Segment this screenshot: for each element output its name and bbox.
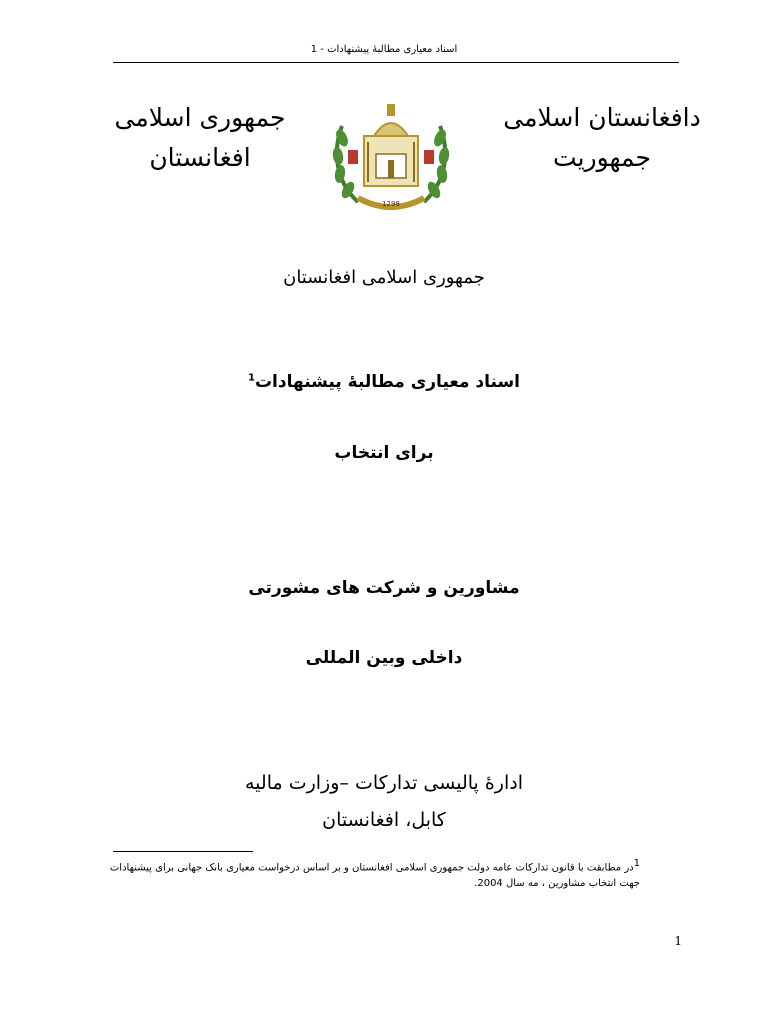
country-name-dari-line2: افغانستان [149, 143, 251, 172]
country-name-pashto-line1: دافغانستان اسلامی [503, 103, 701, 132]
footnote-line1-text: در مطابقت با قانون تدارکات عامه دولت جمهوری اسلامی افغانستان و بر اساس درخواست معیاری بانک جهانی برای پیشنهادات [109, 862, 634, 874]
ministry-name: ادارۀ پالیسی تدارکات –وزارت مالیه [245, 772, 523, 794]
for-selection-heading: برای انتخاب [334, 443, 434, 463]
country-name-dari [90, 98, 310, 178]
city-name: کابل، افغانستان [322, 809, 446, 831]
header-rule [113, 62, 679, 63]
footnote-reference: 1 [247, 372, 255, 384]
consultants-heading: مشاورین و شرکت های مشورتی [248, 578, 520, 598]
footnote-rule [113, 851, 253, 852]
country-name-dari-line1: جمهوری اسلامی [114, 103, 286, 132]
page-number: 1 [674, 934, 682, 948]
footnote [100, 856, 640, 892]
country-name-pashto [502, 98, 702, 178]
scope-heading: داخلی وبین المللی [305, 648, 463, 668]
footnote-line1 [100, 856, 640, 876]
footnote-number: 1 [633, 858, 640, 869]
country-name-pashto-line2: جمهوریت [553, 143, 651, 172]
national-emblem-icon [318, 82, 464, 228]
document-title-text: اسناد معیاری مطالبۀ پیشنهادات [254, 372, 521, 392]
running-header: اسناد معیاری مطالبۀ پیشنهادات - 1 [310, 44, 458, 55]
footnote-line2: جهت انتخاب مشاورین ، مه سال 2004. [474, 878, 640, 890]
emblem-year-text: 1298 [382, 200, 400, 208]
republic-title: جمهوری اسلامی افغانستان [283, 267, 485, 288]
document-title [0, 372, 768, 392]
